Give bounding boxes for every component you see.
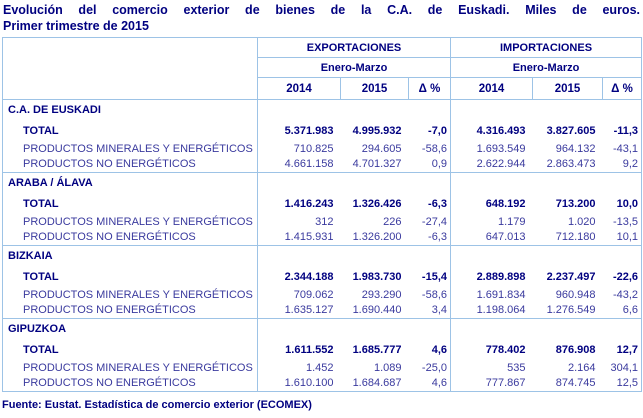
exp-delta-value: -6,3 bbox=[428, 231, 447, 244]
section-header-spacer bbox=[258, 100, 451, 121]
table-row bbox=[3, 287, 642, 303]
imp-2014-value: 778.402 bbox=[451, 340, 533, 360]
exp-2015-value: 1.684.687 bbox=[352, 377, 402, 390]
exp-2015-value: 1.089 bbox=[373, 361, 402, 374]
trade-table bbox=[2, 37, 642, 392]
col-header-exp-delta: Δ % bbox=[409, 78, 451, 100]
imp-2014-value: 1.179 bbox=[451, 214, 533, 230]
period-header-exportaciones: Enero-Marzo bbox=[258, 58, 451, 78]
imp-2014-value: 2.622.944 bbox=[451, 157, 533, 173]
exp-delta-value: -27,4 bbox=[421, 215, 447, 228]
row-label: PRODUCTOS MINERALES Y ENERGÉTICOS bbox=[23, 288, 253, 301]
exp-delta-value: -7,0 bbox=[428, 124, 447, 137]
imp-2014-value: 2.889.898 bbox=[451, 267, 533, 287]
exp-delta-value: -58,6 bbox=[421, 142, 447, 155]
page-title-line2: Primer trimestre de 2015 bbox=[3, 19, 149, 33]
imp-2014-value: 4.316.493 bbox=[451, 121, 533, 141]
exp-2014-value: 1.611.552 bbox=[258, 340, 341, 360]
imp-delta-value: 9,2 bbox=[622, 158, 639, 171]
imp-delta-value: 12,7 bbox=[616, 343, 639, 356]
exp-delta-value: -15,4 bbox=[421, 270, 447, 283]
imp-delta-value: 10,1 bbox=[616, 231, 639, 244]
exp-2015-value: 1.685.777 bbox=[352, 343, 402, 356]
imp-2015-value: 712.180 bbox=[555, 231, 596, 244]
exp-2015-value: 1.326.200 bbox=[352, 231, 402, 244]
imp-2014-value: 777.867 bbox=[451, 376, 533, 392]
row-label: TOTAL bbox=[23, 343, 59, 356]
imp-2015-value: 1.020 bbox=[567, 215, 596, 228]
section-header-spacer bbox=[451, 173, 642, 194]
row-label: TOTAL bbox=[23, 197, 59, 210]
page-title bbox=[0, 0, 643, 34]
section-header-spacer bbox=[258, 319, 451, 340]
imp-2014-value: 1.691.834 bbox=[451, 287, 533, 303]
page-title-line1: Evolución del comercio exterior de bienes de la C.A. de Euskadi. Miles de euros. bbox=[3, 3, 640, 17]
imp-delta-value: -11,3 bbox=[613, 124, 639, 137]
exp-delta-value: -58,6 bbox=[421, 288, 447, 301]
exp-2015-value: 293.290 bbox=[361, 288, 402, 301]
row-label: PRODUCTOS NO ENERGÉTICOS bbox=[23, 158, 196, 171]
exp-2015-value: 226 bbox=[383, 215, 402, 228]
section-header-row bbox=[3, 173, 642, 194]
exp-2014-value: 710.825 bbox=[258, 141, 341, 157]
imp-2015-value: 2.164 bbox=[567, 361, 596, 374]
col-header-imp-2014: 2014 bbox=[451, 78, 533, 100]
exp-2014-value: 1.415.931 bbox=[258, 230, 341, 246]
section-name: BIZKAIA bbox=[3, 246, 258, 267]
row-label: PRODUCTOS NO ENERGÉTICOS bbox=[23, 304, 196, 317]
imp-delta-value: 12,5 bbox=[616, 377, 639, 390]
exp-2014-value: 4.661.158 bbox=[258, 157, 341, 173]
exp-delta-value: -25,0 bbox=[421, 361, 447, 374]
section-name: C.A. DE EUSKADI bbox=[3, 100, 258, 121]
source-note: Fuente: Eustat. Estadística de comercio exterior (ECOMEX) bbox=[2, 399, 312, 411]
imp-delta-value: 6,6 bbox=[622, 304, 639, 317]
section-name: ARABA / ÁLAVA bbox=[3, 173, 258, 194]
exp-2015-value: 294.605 bbox=[361, 142, 402, 155]
section-header-spacer bbox=[451, 319, 642, 340]
imp-2014-value: 535 bbox=[451, 360, 533, 376]
imp-delta-value: -43,2 bbox=[612, 288, 639, 301]
exp-2014-value: 1.416.243 bbox=[258, 194, 341, 214]
imp-2015-value: 876.908 bbox=[555, 343, 596, 356]
exp-delta-value: -6,3 bbox=[428, 197, 447, 210]
imp-2015-value: 874.745 bbox=[555, 377, 596, 390]
exp-2014-value: 709.062 bbox=[258, 287, 341, 303]
imp-2014-value: 648.192 bbox=[451, 194, 533, 214]
exp-2014-value: 5.371.983 bbox=[258, 121, 341, 141]
section-euskadi bbox=[3, 100, 642, 173]
row-label: PRODUCTOS MINERALES Y ENERGÉTICOS bbox=[23, 215, 253, 228]
col-header-imp-delta: Δ % bbox=[603, 78, 642, 100]
imp-2015-value: 2.237.497 bbox=[546, 270, 596, 283]
table-header bbox=[3, 38, 642, 100]
imp-2015-value: 2.863.473 bbox=[546, 158, 596, 171]
table-row bbox=[3, 121, 642, 141]
section-header-row bbox=[3, 246, 642, 267]
section-header-spacer bbox=[258, 173, 451, 194]
period-header-importaciones: Enero-Marzo bbox=[451, 58, 642, 78]
exp-2015-value: 1.690.440 bbox=[352, 304, 402, 317]
section-gipuzkoa bbox=[3, 319, 642, 392]
imp-delta-value: -13,5 bbox=[612, 215, 639, 228]
row-label: PRODUCTOS MINERALES Y ENERGÉTICOS bbox=[23, 361, 253, 374]
row-label: PRODUCTOS NO ENERGÉTICOS bbox=[23, 231, 196, 244]
exp-2015-value: 4.701.327 bbox=[352, 158, 402, 171]
table-row bbox=[3, 340, 642, 360]
imp-2015-value: 1.276.549 bbox=[546, 304, 596, 317]
section-header-spacer bbox=[258, 246, 451, 267]
exp-2015-value: 1.326.426 bbox=[352, 197, 402, 210]
exp-2015-value: 4.995.932 bbox=[352, 124, 402, 137]
column-group-importaciones: IMPORTACIONES bbox=[451, 38, 642, 58]
table-row bbox=[3, 157, 642, 173]
column-group-exportaciones: EXPORTACIONES bbox=[258, 38, 451, 58]
section-header-row bbox=[3, 319, 642, 340]
imp-delta-value: -22,6 bbox=[612, 270, 639, 283]
section-bizkaia bbox=[3, 246, 642, 319]
exp-delta-value: 0,9 bbox=[431, 158, 447, 171]
table-row bbox=[3, 267, 642, 287]
table-row bbox=[3, 141, 642, 157]
table-row bbox=[3, 376, 642, 392]
row-label: PRODUCTOS MINERALES Y ENERGÉTICOS bbox=[23, 142, 253, 155]
exp-delta-value: 3,4 bbox=[431, 304, 447, 317]
row-label: PRODUCTOS NO ENERGÉTICOS bbox=[23, 377, 196, 390]
imp-2015-value: 3.827.605 bbox=[546, 124, 596, 137]
table-corner-cell bbox=[3, 38, 258, 100]
section-araba bbox=[3, 173, 642, 246]
imp-2014-value: 1.198.064 bbox=[451, 303, 533, 319]
row-label: TOTAL bbox=[23, 270, 59, 283]
col-header-exp-2014: 2014 bbox=[258, 78, 341, 100]
table-row bbox=[3, 230, 642, 246]
exp-2014-value: 1.452 bbox=[258, 360, 341, 376]
table-row bbox=[3, 194, 642, 214]
imp-2015-value: 964.132 bbox=[555, 142, 596, 155]
exp-2014-value: 1.610.100 bbox=[258, 376, 341, 392]
exp-2014-value: 312 bbox=[258, 214, 341, 230]
imp-2014-value: 647.013 bbox=[451, 230, 533, 246]
imp-2014-value: 1.693.549 bbox=[451, 141, 533, 157]
row-label: TOTAL bbox=[23, 124, 59, 137]
imp-delta-value: -43,1 bbox=[612, 142, 639, 155]
col-header-exp-2015: 2015 bbox=[341, 78, 409, 100]
exp-2014-value: 2.344.188 bbox=[258, 267, 341, 287]
table-row bbox=[3, 360, 642, 376]
exp-delta-value: 4,6 bbox=[431, 343, 447, 356]
exp-2015-value: 1.983.730 bbox=[352, 270, 402, 283]
imp-delta-value: 10,0 bbox=[616, 197, 639, 210]
imp-2015-value: 713.200 bbox=[555, 197, 596, 210]
section-header-spacer bbox=[451, 100, 642, 121]
table-row bbox=[3, 303, 642, 319]
col-header-imp-2015: 2015 bbox=[533, 78, 603, 100]
exp-delta-value: 4,6 bbox=[431, 377, 447, 390]
imp-2015-value: 960.948 bbox=[555, 288, 596, 301]
section-header-row bbox=[3, 100, 642, 121]
section-header-spacer bbox=[451, 246, 642, 267]
imp-delta-value: 304,1 bbox=[610, 361, 639, 374]
exp-2014-value: 1.635.127 bbox=[258, 303, 341, 319]
section-name: GIPUZKOA bbox=[3, 319, 258, 340]
table-row bbox=[3, 214, 642, 230]
